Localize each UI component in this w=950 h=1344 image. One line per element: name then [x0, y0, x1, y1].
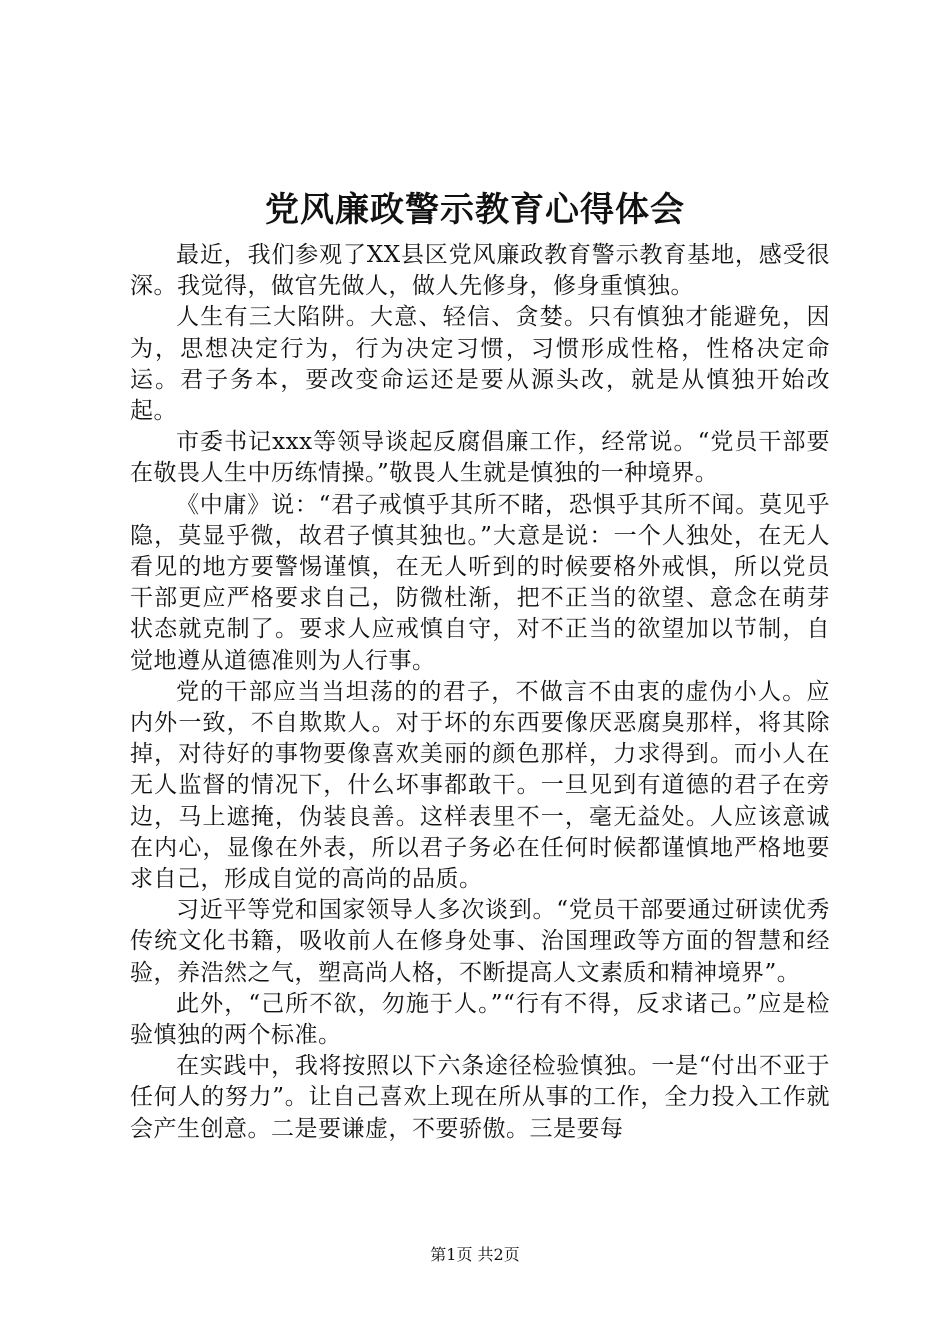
paragraph: 市委书记xxx等领导谈起反腐倡廉工作，经常说。“党员干部要在敬畏人生中历练情操。”敬畏人生就是慎独的一种境界。 [130, 429, 830, 487]
paragraph: 习近平等党和国家领导人多次谈到。“党员干部要通过研读优秀传统文化书籍，吸收前人在修身处事、治国理政等方面的智慧和经验，养浩然之气，塑高尚人格，不断提高人文素质和精神境界”。 [130, 897, 830, 986]
paragraph: 在实践中，我将按照以下六条途径检验慎独。一是“付出不亚于任何人的努力”。让自己喜欢上现在所从事的工作，全力投入工作就会产生创意。二是要谦虚，不要骄傲。三是要每 [130, 1053, 830, 1142]
paragraph: 《中庸》说：“君子戒慎乎其所不睹，恐惧乎其所不闻。莫见乎隐，莫显乎微，故君子慎其独也。”大意是说：一个人独处，在无人看见的地方要警惕谨慎，在无人听到的时候要格外戒惧，所以党员干部更应严格要求自己，防微杜渐，把不正当的欲望、意念在萌芽状态就克制了。要求人应戒慎自守，对不正当的欲望加以节制，自觉地遵从道德准则为人行事。 [130, 491, 830, 674]
paragraph: 人生有三大陷阱。大意、轻信、贪婪。只有慎独才能避免，因为，思想决定行为，行为决定习惯，习惯形成性格，性格决定命运。君子务本，要改变命运还是要从源头改，就是从慎独开始改起。 [130, 304, 830, 425]
paragraph: 此外，“己所不欲，勿施于人。”“行有不得，反求诸己。”应是检验慎独的两个标准。 [130, 990, 830, 1049]
paragraph: 最近，我们参观了XX县区党风廉政教育警示教育基地，感受很深。我觉得，做官先做人，做人先修身，修身重慎独。 [130, 242, 830, 300]
document-body [130, 240, 830, 1145]
page-number-footer: 第1页 共2页 [430, 1245, 520, 1264]
paragraph: 党的干部应当当坦荡的的君子，不做言不由衷的虚伪小人。应内外一致，不自欺欺人。对于坏的东西要像厌恶腐臭那样，将其除掉，对待好的事物要像喜欢美丽的颜色那样，力求得到。而小人在无人监督的情况下，什么坏事都敢干。一旦见到有道德的君子在旁边，马上遮掩，伪装良善。这样表里不一，毫无益处。人应该意诚在内心，显像在外表，所以君子务必在任何时候都谨慎地严格地要求自己，形成自觉的高尚的品质。 [130, 678, 830, 893]
document-title: 党风廉政警示教育心得体会 [265, 190, 685, 230]
